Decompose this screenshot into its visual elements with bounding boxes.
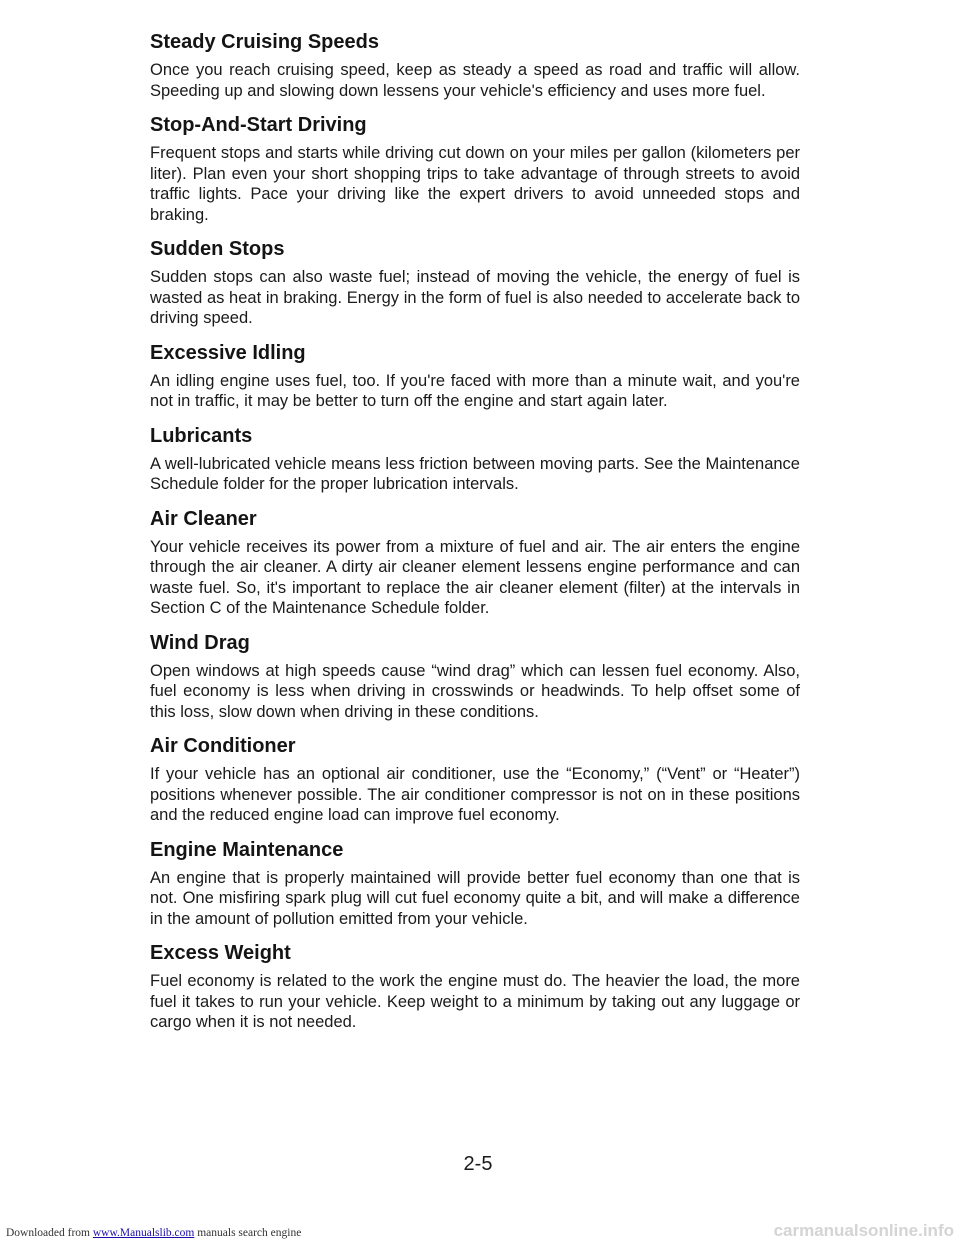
section-gap bbox=[150, 329, 800, 341]
section-gap bbox=[150, 722, 800, 734]
page-number: 2-5 bbox=[463, 1153, 493, 1175]
section-heading: Air Cleaner bbox=[150, 507, 257, 530]
section-gap bbox=[150, 495, 800, 507]
section-heading: Excessive Idling bbox=[150, 341, 306, 364]
watermark-text: carmanualsonline.info bbox=[773, 1221, 954, 1240]
section-gap bbox=[150, 412, 800, 424]
section-heading: Lubricants bbox=[150, 424, 253, 447]
section-lubricants bbox=[150, 424, 800, 495]
section-body: A well-lubricated vehicle means less friction between moving parts. See the Maintenance Schedule folder for the proper lubrication intervals. bbox=[150, 454, 800, 493]
section-gap bbox=[150, 619, 800, 631]
section-wind-drag bbox=[150, 631, 800, 723]
section-heading: Excess Weight bbox=[150, 942, 291, 964]
section-body: Frequent stops and starts while driving cut down on your miles per gallon (kilometers per liter). Plan even your short shopping trips to take advantage of through streets to avoid traffic lights. Pace your driving like the expert drivers to avoid unneeded stops and braking. bbox=[150, 144, 800, 224]
section-steady-cruising-speeds bbox=[150, 30, 800, 101]
section-gap bbox=[150, 826, 800, 838]
section-heading: Engine Maintenance bbox=[150, 838, 344, 861]
section-body: An engine that is properly maintained will provide better fuel economy than one that is not. One misfiring spark plug will cut fuel economy quite a bit, and will make a difference in the amount of pollution emitted from your vehicle. bbox=[150, 868, 800, 928]
footer-prefix: Downloaded from bbox=[6, 1227, 93, 1239]
section-air-conditioner bbox=[150, 734, 800, 826]
section-heading: Steady Cruising Speeds bbox=[150, 31, 379, 53]
section-sudden-stops bbox=[150, 237, 800, 329]
section-air-cleaner bbox=[150, 507, 800, 619]
download-footer bbox=[6, 1226, 301, 1240]
footer-suffix: manuals search engine bbox=[194, 1227, 302, 1239]
section-body: Open windows at high speeds cause “wind drag” which can lessen fuel economy. Also, fuel economy is less when driving in crosswinds or headwinds. To help offset some of this loss, slow down when driving in these conditions. bbox=[150, 661, 800, 721]
section-heading: Wind Drag bbox=[150, 631, 250, 654]
section-gap bbox=[150, 101, 800, 113]
manualslib-link[interactable]: www.Manualslib.com bbox=[92, 1227, 195, 1239]
section-excess-weight bbox=[150, 941, 800, 1033]
section-body: Sudden stops can also waste fuel; instead of moving the vehicle, the energy of fuel is wasted as heat in braking. Energy in the form of fuel is also needed to accelerate back to driving speed. bbox=[150, 268, 800, 327]
section-body: If your vehicle has an optional air conditioner, use the “Economy,” (“Vent” or “Heater”) positions whenever possible. The air conditioner compressor is not on in these positions and the reduced engine load can improve fuel economy. bbox=[150, 765, 800, 824]
section-gap bbox=[150, 225, 800, 237]
section-stop-and-start-driving bbox=[150, 113, 800, 225]
section-body: Fuel economy is related to the work the engine must do. The heavier the load, the more fuel it takes to run your vehicle. Keep weight to a minimum by taking out any luggage or cargo when it is not needed. bbox=[150, 972, 800, 1031]
section-heading: Air Conditioner bbox=[150, 735, 296, 757]
section-body: Your vehicle receives its power from a mixture of fuel and air. The air enters the engine through the air cleaner. A dirty air cleaner element lessens engine performance and can waste fuel. So, it's important to replace the air cleaner element (filter) at the intervals in Section C of the Maintenance Schedule folder. bbox=[150, 537, 800, 617]
section-body: An idling engine uses fuel, too. If you're faced with more than a minute wait, and you're not in traffic, it may be better to turn off the engine and start again later. bbox=[150, 371, 800, 410]
section-gap bbox=[150, 929, 800, 941]
section-body: Once you reach cruising speed, keep as steady a speed as road and traffic will allow. Speeding up and slowing down lessens your vehicle's efficiency and uses more fuel. bbox=[150, 61, 800, 100]
section-engine-maintenance bbox=[150, 838, 800, 930]
section-excessive-idling bbox=[150, 341, 800, 412]
section-heading: Stop-And-Start Driving bbox=[150, 114, 367, 136]
content-column bbox=[150, 30, 800, 1033]
section-heading: Sudden Stops bbox=[150, 238, 285, 260]
